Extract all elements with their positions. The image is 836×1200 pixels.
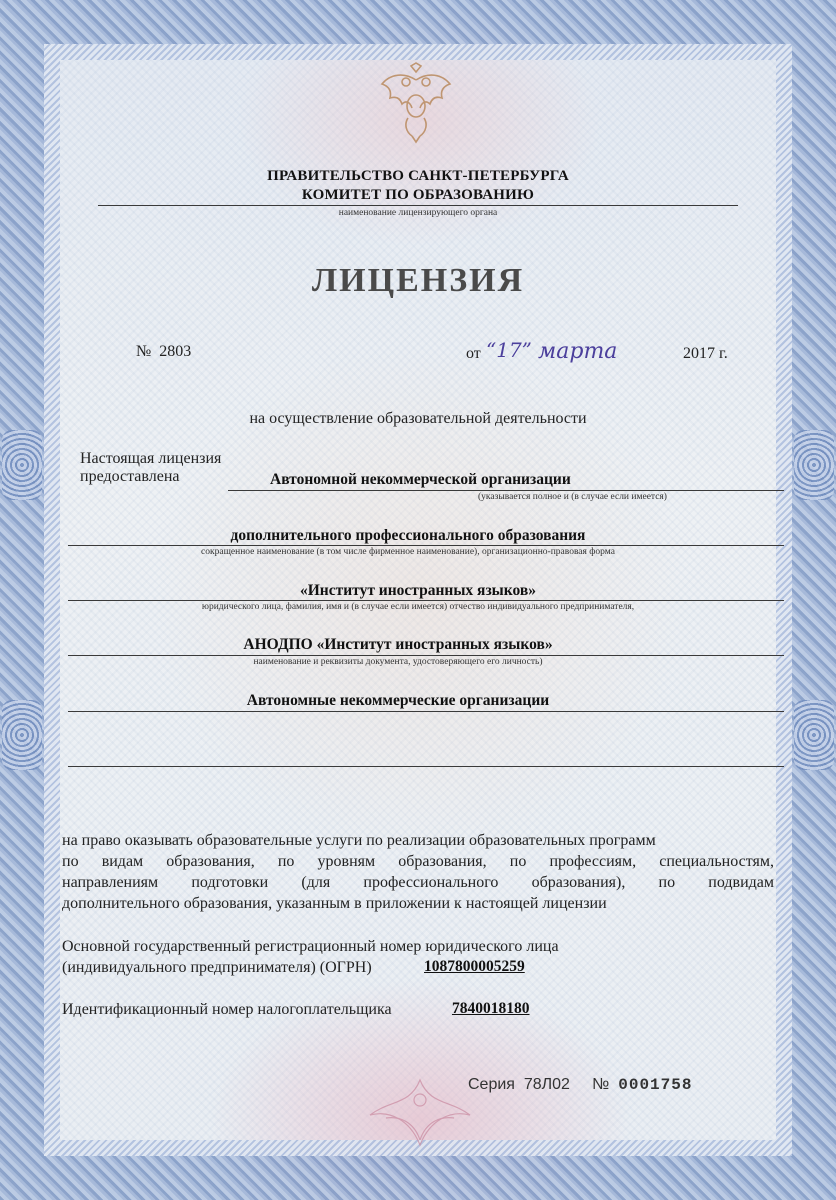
licensee-caption-4: наименование и реквизиты документа, удостоверяющего его личность) [253,657,543,667]
licensee-line-5: Автономные некоммерческие организации [246,692,550,709]
series-block [468,1076,692,1094]
licensee-underline-1 [228,490,784,491]
series-number: 0001758 [618,1076,693,1094]
licensee-line-4: АНОДПО «Институт иностранных языков» [243,636,553,653]
ogrn-label-1: Основной государственный регистрационный номер юридического лица [62,938,559,955]
rights-line-4: дополнительного образования, указанным в приложении к настоящей лицензии [62,895,607,912]
inn-label: Идентификационный номер налогоплательщика [62,1001,392,1018]
inn-value: 7840018180 [452,1000,530,1017]
bottom-rosette-ornament [350,1060,490,1150]
left-knot-ornament-lower [2,700,42,770]
license-number [136,343,191,361]
rights-line-3: направлениям подготовки (для профессионального образования), по подвидам [62,874,774,891]
licensee-underline-4 [68,655,784,656]
series-value: 78Л02 [523,1076,570,1093]
issuer-line-1: ПРАВИТЕЛЬСТВО САНКТ-ПЕТЕРБУРГА [267,168,569,184]
licensee-underline-6 [68,766,784,767]
coat-of-arms-emblem [376,62,456,144]
ogrn-value: 1087800005259 [424,958,525,975]
licensee-line-2: дополнительного профессионального образования [230,527,586,544]
granted-label-1: Настоящая лицензия [80,450,222,467]
date-month: марта [538,339,618,364]
date-day: “17” [486,338,532,362]
licensee-underline-5 [68,711,784,712]
series-number-sign: № [592,1076,610,1093]
left-knot-ornament [2,430,42,500]
licensee-caption-3: юридического лица, фамилия, имя и (в случае если имеется) отчество индивидуального предпринимателя, [201,602,635,612]
licensee-line-1: Автономной некоммерческой организации [270,471,571,488]
license-number-value: 2803 [159,343,192,360]
licensee-line-3: «Институт иностранных языков» [300,582,536,599]
issuer-caption: наименование лицензирующего органа [338,208,498,218]
rights-line-2: по видам образования, по уровням образования, по профессиям, специальностям, [62,853,774,870]
date-prefix: от [466,345,481,362]
issuer-underline [98,205,738,206]
rights-line-1: на право оказывать образовательные услуги по реализации образовательных программ [62,832,656,849]
licensee-caption-2: сокращенное наименование (в том числе фирменное наименование), организационно-правовая форма [201,547,615,557]
number-sign: № [136,343,152,360]
document-title: ЛИЦЕНЗИЯ [311,262,525,299]
licensee-caption-1: (указывается полное и (в случае если имеется) [478,492,667,502]
granted-label-2: предоставлена [80,468,180,485]
licensee-underline-2 [68,545,784,546]
ogrn-label-2: (индивидуального предпринимателя) (ОГРН) [62,959,372,976]
series-label: Серия [468,1076,515,1093]
purpose-text: на осуществление образовательной деятельности [249,410,587,427]
licensee-underline-3 [68,600,784,601]
date-year: 2017 г. [683,345,728,362]
issuer-line-2: КОМИТЕТ ПО ОБРАЗОВАНИЮ [301,187,535,203]
right-knot-ornament [794,430,834,500]
right-knot-ornament-lower [794,700,834,770]
